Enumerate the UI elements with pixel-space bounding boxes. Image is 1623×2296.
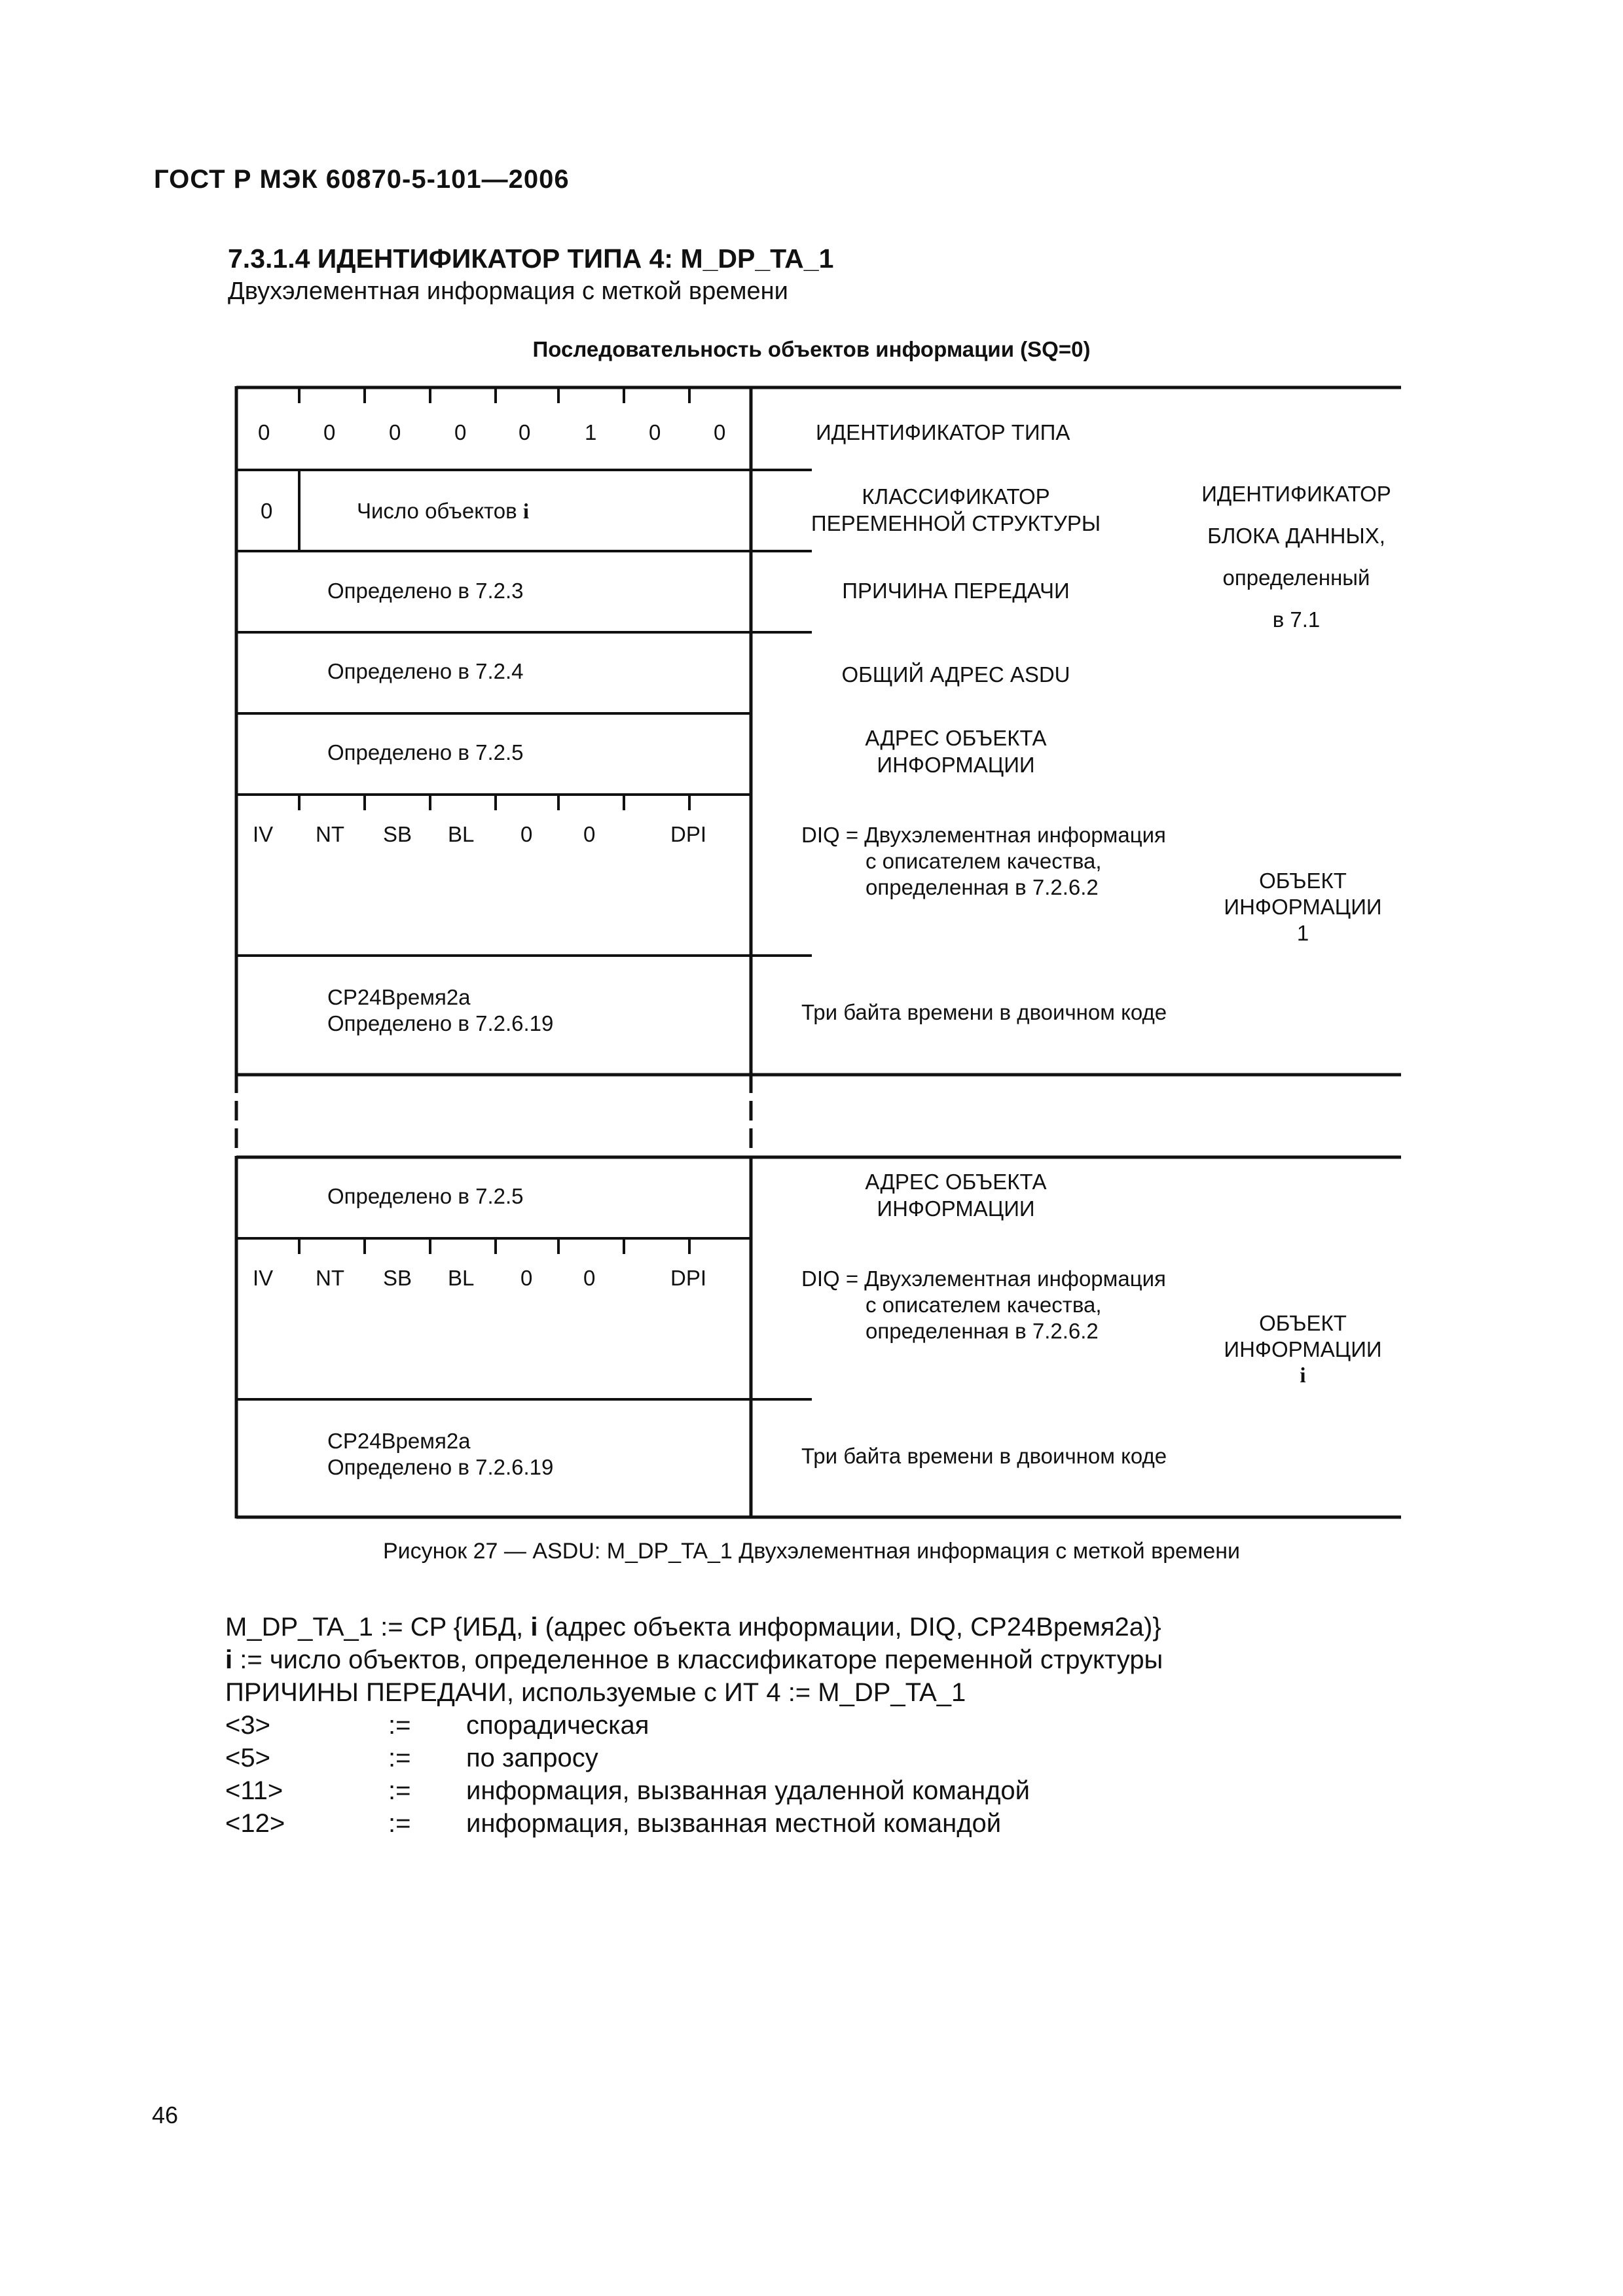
obj1-label (1185, 868, 1421, 946)
diq-bit-bl: BL (448, 1266, 475, 1290)
diq-bit-bl: BL (448, 822, 475, 846)
diq-bit-dpi: DPI (670, 822, 707, 846)
vsq-label-line2: ПЕРЕМЕННОЙ СТРУКТУРЫ (811, 511, 1101, 535)
cause-code: <12> (225, 1809, 285, 1838)
diq2-ticks (299, 1238, 689, 1254)
page-number: 46 (152, 2102, 179, 2128)
cause-code: <3> (225, 1711, 270, 1740)
vsq-sq-bit: 0 (261, 499, 273, 523)
vsq-count-var: i (522, 500, 529, 524)
cause-sep: := (388, 1809, 411, 1838)
cause-text: информация, вызванная местной командой (466, 1809, 1002, 1838)
type-id-bit: 1 (585, 420, 597, 444)
formula-line1-post: (адрес объекта информации, DIQ, CP24Время2a)} (545, 1613, 1161, 1641)
section-title: 7.3.1.4 ИДЕНТИФИКАТОР ТИПА 4: M_DP_TA_1 (228, 243, 834, 274)
diq-bit-iv: IV (253, 1266, 274, 1290)
diq-bit-nt: NT (316, 1266, 344, 1290)
obji-addr-label-line1: АДРЕС ОБЪЕКТА (865, 1170, 1047, 1194)
time2-label: Три байта времени в двоичном коде (801, 1444, 1167, 1468)
time1-cell (327, 984, 553, 1037)
cause-sep: := (388, 1711, 411, 1740)
diq1-ticks (299, 795, 689, 810)
cause-text: по запросу (466, 1744, 598, 1772)
obj1-label-line2: ИНФОРМАЦИИ (1224, 895, 1382, 919)
obji-addr-label (786, 1168, 1126, 1222)
cot-cell: Определено в 7.2.3 (327, 579, 524, 603)
diq-bit-sb: SB (383, 1266, 412, 1290)
diq2-description (801, 1266, 1166, 1344)
cause-sep: := (388, 1776, 411, 1805)
obji-addr-label-line2: ИНФОРМАЦИИ (877, 1196, 1035, 1221)
obj1-addr-cell: Определено в 7.2.5 (327, 740, 524, 764)
document-header: ГОСТ Р МЭК 60870-5-101—2006 (154, 165, 570, 194)
type-id-ticks (299, 387, 689, 403)
time1-label: Три байта времени в двоичном коде (801, 1000, 1167, 1024)
section-subtitle: Двухэлементная информация с меткой времени (228, 278, 788, 305)
diq2-line3: определенная в 7.2.6.2 (866, 1319, 1099, 1343)
figure-caption: Рисунок 27 — ASDU: M_DP_TA_1 Двухэлементная информация с меткой времени (382, 1539, 1241, 1564)
cause-code: <5> (225, 1744, 270, 1772)
cause-text: спорадическая (466, 1711, 649, 1740)
obj1-addr-label (786, 725, 1126, 778)
diq-bit-0: 0 (583, 1266, 596, 1290)
obji-label-line1: ОБЪЕКТ (1259, 1311, 1347, 1335)
obji-label-line2: ИНФОРМАЦИИ (1224, 1337, 1382, 1361)
data-unit-id-line2: БЛОКА ДАННЫХ, (1207, 524, 1385, 548)
type-id-bit: 0 (519, 420, 531, 444)
diq1-line2: с описателем качества, (866, 849, 1102, 873)
diq1-line1: DIQ = Двухэлементная информация (801, 823, 1166, 847)
data-unit-id-line1: ИДЕНТИФИКАТОР (1201, 482, 1391, 506)
vsq-count-cell (357, 499, 529, 524)
obj1-addr-label-line2: ИНФОРМАЦИИ (877, 753, 1035, 777)
formula-line1-var: i (530, 1613, 538, 1641)
time1-cell-line1: CP24Время2a (327, 985, 471, 1009)
type-id-bit: 0 (714, 420, 726, 444)
formula-line2-post: := число объектов, определенное в классификаторе переменной структуры (240, 1645, 1163, 1674)
vsq-label-line1: КЛАССИФИКАТОР (862, 484, 1050, 509)
cause-code: <11> (225, 1776, 283, 1805)
data-unit-id-line4: в 7.1 (1272, 607, 1321, 632)
time1-cell-line2: Определено в 7.2.6.19 (327, 1011, 554, 1035)
cot-label: ПРИЧИНА ПЕРЕДАЧИ (842, 579, 1070, 603)
diq2-line1: DIQ = Двухэлементная информация (801, 1266, 1166, 1291)
diq1-description (801, 822, 1166, 901)
common-addr-label: ОБЩИЙ АДРЕС ASDU (841, 662, 1070, 687)
figure-heading: Последовательность объектов информации (SQ=0) (532, 337, 1091, 361)
formula-line1-pre: M_DP_TA_1 := CP {ИБД, (225, 1613, 524, 1641)
common-addr-cell: Определено в 7.2.4 (327, 659, 524, 683)
cause-text: информация, вызванная удаленной командой (466, 1776, 1030, 1805)
diq-bit-iv: IV (253, 822, 274, 846)
diq1-line3: определенная в 7.2.6.2 (866, 875, 1099, 899)
diq-bit-0: 0 (583, 822, 596, 846)
type-id-bit: 0 (649, 420, 661, 444)
data-unit-id-label (1165, 473, 1427, 641)
diq-bit-dpi: DPI (670, 1266, 707, 1290)
formula-line1 (225, 1613, 1161, 1642)
time2-cell-line2: Определено в 7.2.6.19 (327, 1455, 554, 1479)
time2-cell (327, 1428, 553, 1480)
obji-label (1185, 1310, 1421, 1389)
diq-bit-0: 0 (520, 822, 533, 846)
obj1-index: 1 (1296, 921, 1309, 945)
diq-bit-nt: NT (316, 822, 344, 846)
obji-addr-cell: Определено в 7.2.5 (327, 1184, 524, 1208)
obj1-addr-label-line1: АДРЕС ОБЪЕКТА (865, 726, 1047, 750)
diq-bit-0: 0 (520, 1266, 533, 1290)
type-id-bit: 0 (323, 420, 336, 444)
formula-line2 (225, 1645, 1163, 1675)
type-id-bit: 0 (258, 420, 270, 444)
type-id-bit: 0 (454, 420, 467, 444)
type-id-bit: 0 (389, 420, 401, 444)
formula-line2-var: i (225, 1645, 233, 1674)
time2-cell-line1: CP24Время2a (327, 1429, 471, 1453)
obji-index: i (1300, 1364, 1306, 1388)
data-unit-id-line3: определенный (1222, 565, 1370, 590)
vsq-count-text: Число объектов (357, 499, 517, 523)
diq-bit-sb: SB (383, 822, 412, 846)
vsq-label (786, 483, 1126, 537)
diq2-line2: с описателем качества, (866, 1293, 1102, 1317)
obj1-label-line1: ОБЪЕКТ (1259, 869, 1347, 893)
formula-line3: ПРИЧИНЫ ПЕРЕДАЧИ, используемые с ИТ 4 := M_DP_TA_1 (225, 1678, 966, 1707)
cause-sep: := (388, 1744, 411, 1772)
type-id-label: ИДЕНТИФИКАТОР ТИПА (816, 420, 1070, 444)
